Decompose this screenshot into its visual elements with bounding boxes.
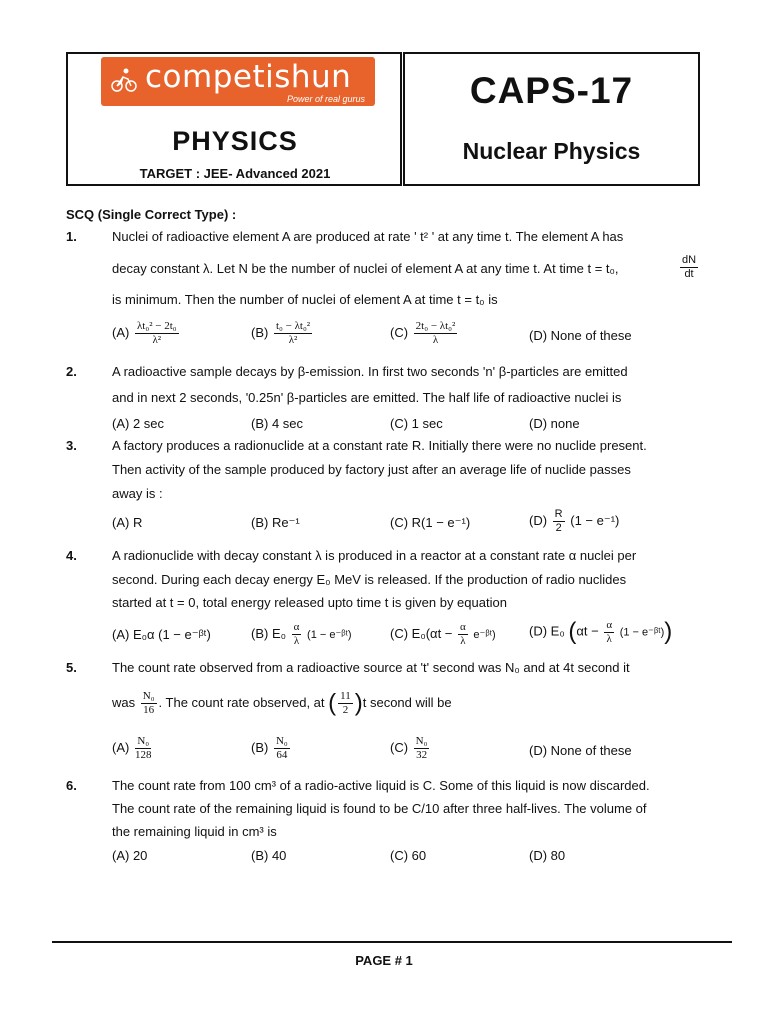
question-text: away is : (112, 486, 163, 501)
brand-tagline: Power of real gurus (286, 94, 365, 104)
question-text: is minimum. Then the number of nuclei of element A at time t = t₀ is (112, 292, 498, 307)
question-number: 4. (66, 548, 77, 563)
option-a: (A) $\frac{\text{λt₀² − 2t₀}}{\text{λ²}}$ (112, 320, 177, 346)
option-c: (C) E₀(αt − $\frac{\alpha}{\lambda}$ e⁻ᵝᵗ) (390, 621, 496, 647)
cyclist-icon (109, 65, 139, 95)
question-text: started at t = 0, total energy released upto time t is given by equation (112, 595, 507, 610)
target-label: TARGET : JEE- Advanced 2021 (139, 166, 331, 181)
question-text: The count rate from 100 cm³ of a radio-active liquid is C. Some of this liquid is now discarded. (112, 778, 650, 793)
question-number: 3. (66, 438, 77, 453)
option-a: (A) $\frac{\text{N₀}}{128}$ (112, 735, 152, 761)
question-text: decay constant λ. Let N be the number of nuclei of element A at any time t. At time t = t₀, (112, 261, 619, 276)
option-c: (C) 1 sec (390, 416, 443, 431)
option-b: (B) $\frac{\text{t₀ − λt₀²}}{\text{λ²}}$ (251, 320, 311, 346)
question-text: and in next 2 seconds, '0.25n' β-particles are emitted. The half life of radioactive nuclei is (112, 390, 622, 405)
option-a: (A) 2 sec (112, 416, 165, 431)
page-number: PAGE # 1 (355, 953, 413, 968)
brand-name: competishun (145, 59, 352, 95)
section-title: SCQ (Single Correct Type) : (66, 207, 237, 222)
topic-title: Nuclear Physics (462, 138, 641, 164)
question-text: The count rate of the remaining liquid is found to be C/10 after three half-lives. The volume of (112, 801, 647, 816)
question-text: A factory produces a radionuclide at a constant rate R. Initially there were no nuclide present. (112, 438, 647, 453)
option-b: (B) 40 (251, 848, 287, 863)
question-number: 2. (66, 364, 77, 379)
option-a: (A) 20 (112, 848, 148, 863)
question-text: A radioactive sample decays by β-emission. In first two seconds 'n' β-particles are emitted (112, 364, 628, 379)
question-text: Nuclei of radioactive element A are produced at rate ' t² ' at any time t. The element A has (112, 229, 624, 244)
option-b: (B) Re⁻¹ (251, 515, 300, 530)
question-text: A radionuclide with decay constant λ is produced in a reactor at a constant rate α nuclei per (112, 548, 637, 563)
caps-code: CAPS-17 (469, 70, 634, 111)
question-number: 6. (66, 778, 77, 793)
option-d: (D) $\frac{R}{2}$ (1 − e⁻¹) (529, 508, 620, 534)
fraction: $\frac{dN}{dt}$ (682, 254, 697, 280)
option-d: (D) None of these (529, 743, 632, 758)
option-b: (B) $\frac{\text{N₀}}{64}$ (251, 735, 288, 761)
option-d: (D) 80 (529, 848, 566, 863)
option-c: (C) $\frac{\text{2t₀ − λt₀²}}{\lambda}$ (390, 320, 456, 346)
question-number: 1. (66, 229, 77, 244)
question-text: the remaining liquid in cm³ is (112, 824, 277, 839)
option-a: (A) R (112, 515, 143, 530)
question-number: 5. (66, 660, 77, 675)
question-text: The count rate observed from a radioactive source at 't' second was N₀ and at 4t second it (112, 660, 630, 675)
option-c: (C) $\frac{\text{N₀}}{32}$ (390, 735, 428, 761)
competishun-logo (101, 57, 375, 106)
footer-rule (52, 941, 732, 943)
option-b: (B) 4 sec (251, 416, 304, 431)
option-a: (A) E₀α (1 − e⁻ᵝᵗ) (112, 627, 211, 642)
option-d: (D) none (529, 416, 580, 431)
option-c: (C) 60 (390, 848, 427, 863)
option-d: (D) E₀ (αt − $\frac{\alpha}{\lambda}$ (1 − e⁻ᵝᵗ)) (529, 618, 673, 645)
subject-title: PHYSICS (172, 126, 298, 156)
question-text: was $\frac{\text{N₀}}{16}$ . The count rate observed, at ( $\frac{11}{2}$ )t second will be (112, 689, 452, 717)
question-text: Then activity of the sample produced by factory just after an average life of nuclide passes (112, 462, 631, 477)
option-d: (D) None of these (529, 328, 632, 343)
option-b: (B) E₀ $\frac{\alpha}{\lambda}$ (1 − e⁻ᵝᵗ) (251, 621, 352, 647)
question-text: second. During each decay energy E₀ MeV is released. If the production of radio nuclides (112, 572, 627, 587)
option-c: (C) R(1 − e⁻¹) (390, 515, 471, 530)
